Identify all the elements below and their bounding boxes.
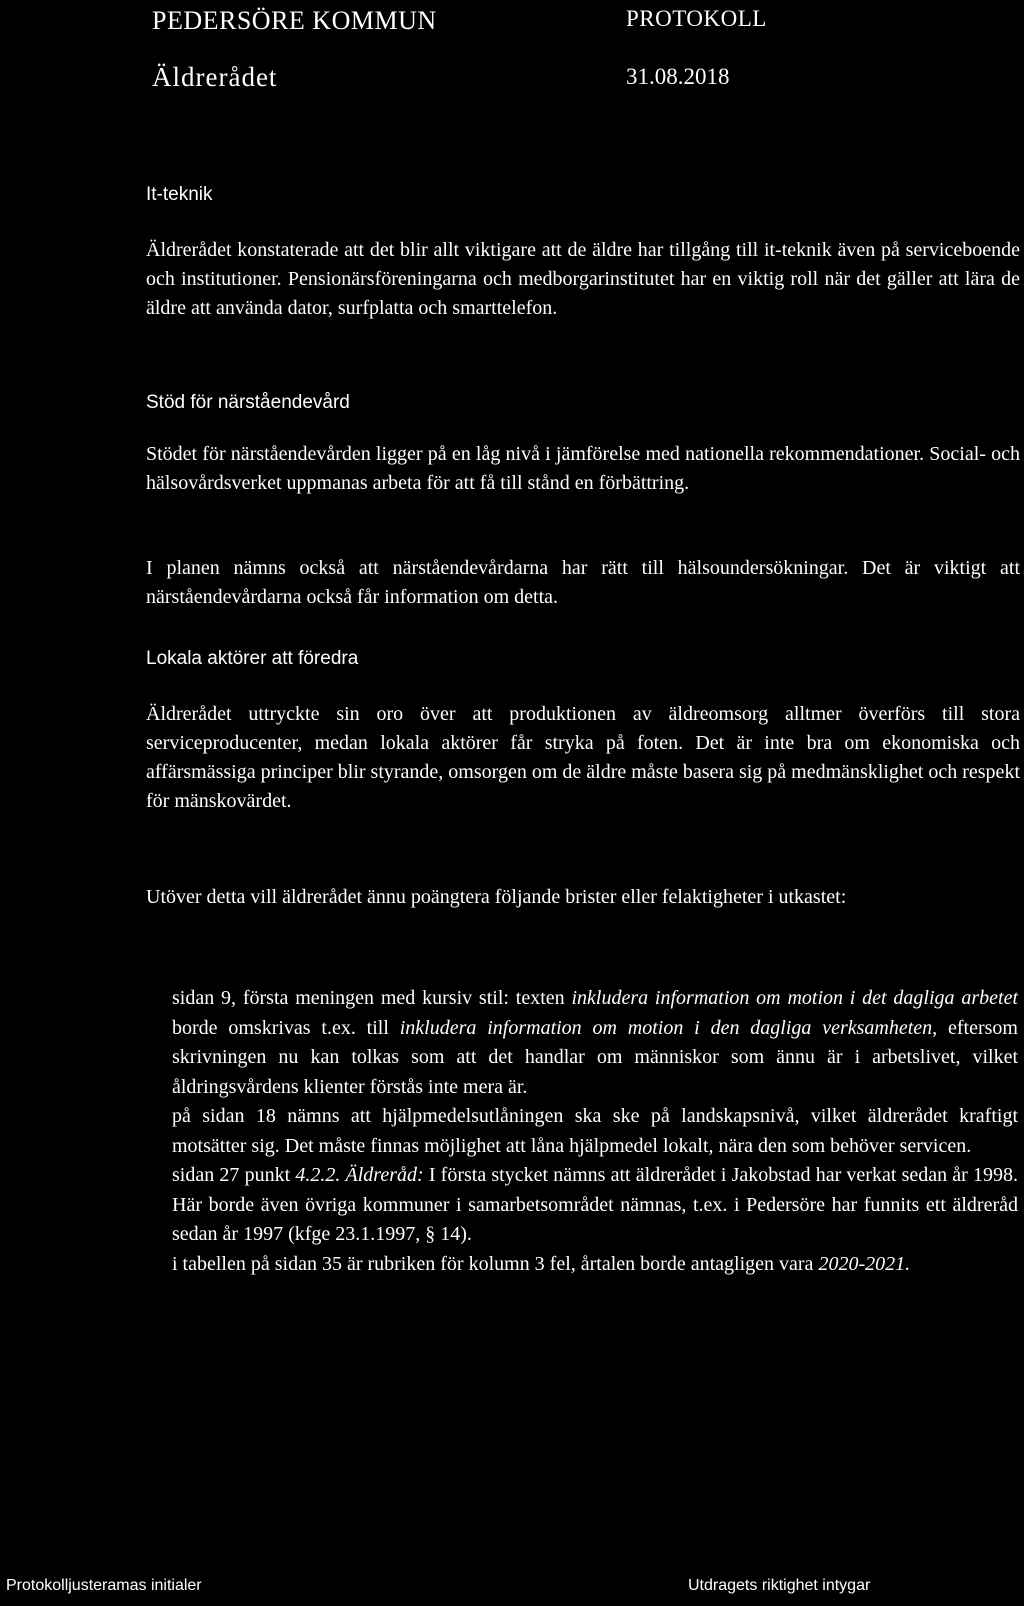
footer-certification-label: Utdragets riktighet intygar [688, 1577, 871, 1594]
paragraph-it [146, 236, 1020, 323]
paragraph-care-1 [146, 440, 1020, 498]
remark-1-text-c: eftersom skrivningen nu kan tolkas som att det handlar om människor som ännu är i arbetslivet, vilket åldringsvårdens klienter förstås inte mera är. [172, 1016, 1018, 1098]
remark-1-italic-b: inkludera information om motion i den dagliga verksamheten, [399, 1016, 938, 1039]
remark-1-italic-a: inkludera information om motion i det dagliga arbetet [571, 987, 1019, 1009]
paragraph-intro [146, 883, 1020, 912]
remark-3-text-b: I första stycket nämns att äldrerådet i Jakobstad har verkat sedan år 1998. Här borde även övriga kommuner i samarbetsområdet nämnas, t.ex. i Pedersöre har funnits ett äldreråd sedan år 1997 (kfge 23.1.1997, § 14). [172, 1164, 1019, 1245]
paragraph-care-2-text: I planen nämns också att närståendevårdarna har rätt till hälsoundersökningar. Det är viktigt att närståendevårdarna också får information om detta. [146, 557, 1020, 608]
paragraph-local-text: Äldrerådet uttryckte sin oro över att produktionen av äldreomsorg alltmer överförs till stora serviceproducenter, medan lokala aktörer får stryka på foten. Det är inte bra om ekonomiska och affärsmässiga principer blir styrande, omsorgen om de äldre måste basera sig på medmänsklighet och respekt för mänskovärdet. [146, 703, 1020, 812]
municipality-name: PEDERSÖRE KOMMUN [152, 6, 437, 35]
footer-initials-label: Protokolljusteramas initialer [6, 1577, 202, 1594]
remark-page-18: på sidan 18 nämns att hjälpmedelsutlåningen ska ske på landskapsnivå, vilket äldrerådet kraftigt motsätter sig. Det måste finnas möjlighet att låna hjälpmedel lokalt, nära den som behöver servicen. [172, 1105, 1018, 1157]
remark-page-27 [172, 1161, 1018, 1250]
paragraph-local [146, 700, 1020, 816]
remark-3-text-a: sidan 27 punkt [172, 1164, 296, 1186]
remark-page-9 [172, 984, 1018, 1102]
remark-1-text-a: sidan 9, första meningen med kursiv stil: texten [172, 987, 572, 1009]
remark-3-italic: 4.2.2. Äldreråd: [295, 1164, 424, 1186]
remark-4-italic: 2020-2021. [818, 1252, 911, 1275]
remark-page-35 [172, 1250, 1018, 1280]
paragraph-intro-text: Utöver detta vill äldrerådet ännu poängtera följande brister eller felaktigheter i utkastet: [146, 886, 847, 908]
paragraph-care-1-text: Stödet för närståendevården ligger på en låg nivå i jämförelse med nationella rekommendationer. Social- och hälsovårdsverket uppmanas arbeta för att få till stånd en förbättring. [146, 443, 1020, 494]
paragraph-care-2 [146, 554, 1020, 612]
remark-4-text-a: i tabellen på sidan 35 är rubriken för kolumn 3 fel, årtalen borde antagligen vara [172, 1252, 819, 1275]
heading-care: Stöd för närståendevård [146, 392, 350, 413]
remark-1-text-b: borde omskrivas t.ex. till [172, 1016, 400, 1039]
heading-local: Lokala aktörer att föredra [146, 648, 359, 669]
document-type: PROTOKOLL [626, 6, 767, 31]
heading-it: It-teknik [146, 184, 213, 205]
remarks-list [172, 984, 1018, 1279]
council-name: Äldrerådet [152, 62, 278, 92]
meeting-date: 31.08.2018 [626, 64, 730, 89]
paragraph-it-text: Äldrerådet konstaterade att det blir allt viktigare att de äldre har tillgång till it-teknik även på serviceboende och institutioner. Pensionärsföreningarna och medborgarinstitutet har en viktig roll när det gäller att lära de äldre att använda dator, surfplatta och smarttelefon. [146, 239, 1020, 319]
